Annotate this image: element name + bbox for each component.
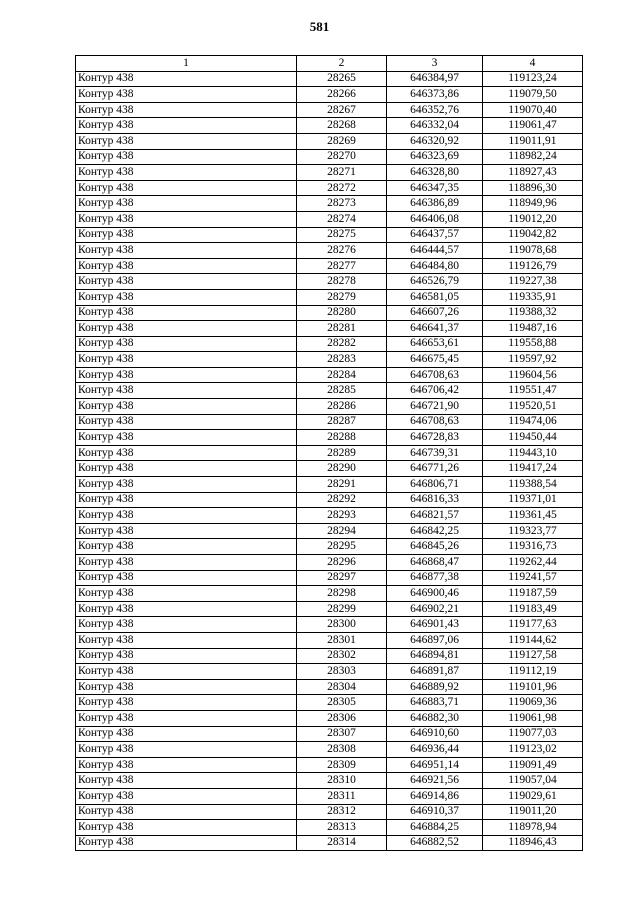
contour-name-cell: Контур 438 [76, 539, 297, 555]
contour-name-cell: Контур 438 [76, 492, 297, 508]
table-row [76, 118, 583, 134]
y-coordinate-cell: 119597,92 [483, 352, 583, 368]
contour-name-cell: Контур 438 [76, 243, 297, 259]
x-coordinate-cell: 646936,44 [387, 742, 483, 758]
contour-name-cell: Контур 438 [76, 321, 297, 337]
point-number-cell: 28288 [297, 430, 387, 446]
table-row [76, 196, 583, 212]
point-number-cell: 28313 [297, 820, 387, 836]
point-number-cell: 28266 [297, 87, 387, 103]
x-coordinate-cell: 646675,45 [387, 352, 483, 368]
x-coordinate-cell: 646900,46 [387, 586, 483, 602]
x-coordinate-cell: 646914,86 [387, 788, 483, 804]
contour-name-cell: Контур 438 [76, 87, 297, 103]
table-row [76, 180, 583, 196]
x-coordinate-cell: 646386,89 [387, 196, 483, 212]
y-coordinate-cell: 118982,24 [483, 149, 583, 165]
x-coordinate-cell: 646328,80 [387, 165, 483, 181]
x-coordinate-cell: 646708,63 [387, 367, 483, 383]
point-number-cell: 28299 [297, 601, 387, 617]
table-row [76, 336, 583, 352]
y-coordinate-cell: 119450,44 [483, 430, 583, 446]
y-coordinate-cell: 119057,04 [483, 773, 583, 789]
table-row [76, 321, 583, 337]
contour-name-cell: Контур 438 [76, 664, 297, 680]
point-number-cell: 28294 [297, 523, 387, 539]
x-coordinate-cell: 646641,37 [387, 321, 483, 337]
contour-name-cell: Контур 438 [76, 71, 297, 87]
table-row [76, 399, 583, 415]
y-coordinate-cell: 119061,47 [483, 118, 583, 134]
page-number: 581 [309, 19, 330, 34]
y-coordinate-cell: 119417,24 [483, 461, 583, 477]
point-number-cell: 28290 [297, 461, 387, 477]
contour-name-cell: Контур 438 [76, 757, 297, 773]
point-number-cell: 28269 [297, 133, 387, 149]
x-coordinate-cell: 646901,43 [387, 617, 483, 633]
point-number-cell: 28265 [297, 71, 387, 87]
y-coordinate-cell: 118978,94 [483, 820, 583, 836]
point-number-cell: 28276 [297, 243, 387, 259]
contour-name-cell: Контур 438 [76, 118, 297, 134]
point-number-cell: 28301 [297, 632, 387, 648]
y-coordinate-cell: 119227,38 [483, 274, 583, 290]
point-number-cell: 28307 [297, 726, 387, 742]
table-row [76, 804, 583, 820]
table-row [76, 523, 583, 539]
contour-name-cell: Контур 438 [76, 399, 297, 415]
table-row [76, 430, 583, 446]
x-coordinate-cell: 646653,61 [387, 336, 483, 352]
point-number-cell: 28300 [297, 617, 387, 633]
y-coordinate-cell: 119061,98 [483, 710, 583, 726]
table-row [76, 617, 583, 633]
x-coordinate-cell: 646868,47 [387, 555, 483, 571]
contour-name-cell: Контур 438 [76, 211, 297, 227]
contour-name-cell: Контур 438 [76, 820, 297, 836]
point-number-cell: 28305 [297, 695, 387, 711]
y-coordinate-cell: 119123,24 [483, 71, 583, 87]
point-number-cell: 28311 [297, 788, 387, 804]
contour-name-cell: Контур 438 [76, 196, 297, 212]
y-coordinate-cell: 119388,32 [483, 305, 583, 321]
y-coordinate-cell: 119177,63 [483, 617, 583, 633]
contour-name-cell: Контур 438 [76, 289, 297, 305]
point-number-cell: 28281 [297, 321, 387, 337]
x-coordinate-cell: 646320,92 [387, 133, 483, 149]
x-coordinate-cell: 646373,86 [387, 87, 483, 103]
x-coordinate-cell: 646437,57 [387, 227, 483, 243]
point-number-cell: 28296 [297, 555, 387, 571]
contour-name-cell: Контур 438 [76, 445, 297, 461]
y-coordinate-cell: 119069,36 [483, 695, 583, 711]
x-coordinate-cell: 646806,71 [387, 477, 483, 493]
contour-name-cell: Контур 438 [76, 555, 297, 571]
point-number-cell: 28289 [297, 445, 387, 461]
table-row [76, 87, 583, 103]
column-header-1: 1 [76, 56, 297, 72]
y-coordinate-cell: 119262,44 [483, 555, 583, 571]
x-coordinate-cell: 646816,33 [387, 492, 483, 508]
contour-name-cell: Контур 438 [76, 477, 297, 493]
point-number-cell: 28268 [297, 118, 387, 134]
contour-name-cell: Контур 438 [76, 742, 297, 758]
x-coordinate-cell: 646771,26 [387, 461, 483, 477]
point-number-cell: 28271 [297, 165, 387, 181]
contour-name-cell: Контур 438 [76, 586, 297, 602]
x-coordinate-cell: 646821,57 [387, 508, 483, 524]
y-coordinate-cell: 118949,96 [483, 196, 583, 212]
y-coordinate-cell: 119101,96 [483, 679, 583, 695]
x-coordinate-cell: 646882,30 [387, 710, 483, 726]
y-coordinate-cell: 118896,30 [483, 180, 583, 196]
contour-name-cell: Контур 438 [76, 102, 297, 118]
table-row [76, 477, 583, 493]
x-coordinate-cell: 646894,81 [387, 648, 483, 664]
contour-name-cell: Контур 438 [76, 695, 297, 711]
x-coordinate-cell: 646889,92 [387, 679, 483, 695]
table-row [76, 211, 583, 227]
y-coordinate-cell: 118927,43 [483, 165, 583, 181]
point-number-cell: 28280 [297, 305, 387, 321]
point-number-cell: 28312 [297, 804, 387, 820]
y-coordinate-cell: 119323,77 [483, 523, 583, 539]
table-row [76, 445, 583, 461]
x-coordinate-cell: 646842,25 [387, 523, 483, 539]
x-coordinate-cell: 646484,80 [387, 258, 483, 274]
point-number-cell: 28303 [297, 664, 387, 680]
contour-name-cell: Контур 438 [76, 648, 297, 664]
point-number-cell: 28297 [297, 570, 387, 586]
contour-name-cell: Контур 438 [76, 632, 297, 648]
table-row [76, 539, 583, 555]
table-row [76, 414, 583, 430]
point-number-cell: 28309 [297, 757, 387, 773]
point-number-cell: 28287 [297, 414, 387, 430]
contour-name-cell: Контур 438 [76, 133, 297, 149]
y-coordinate-cell: 119091,49 [483, 757, 583, 773]
table-row [76, 492, 583, 508]
x-coordinate-cell: 646882,52 [387, 835, 483, 851]
x-coordinate-cell: 646739,31 [387, 445, 483, 461]
table-row [76, 695, 583, 711]
y-coordinate-cell: 119558,88 [483, 336, 583, 352]
table-row [76, 835, 583, 851]
x-coordinate-cell: 646526,79 [387, 274, 483, 290]
table-row [76, 227, 583, 243]
point-number-cell: 28292 [297, 492, 387, 508]
x-coordinate-cell: 646883,71 [387, 695, 483, 711]
x-coordinate-cell: 646897,06 [387, 632, 483, 648]
x-coordinate-cell: 646921,56 [387, 773, 483, 789]
contour-name-cell: Контур 438 [76, 523, 297, 539]
table-row [76, 352, 583, 368]
x-coordinate-cell: 646352,76 [387, 102, 483, 118]
contour-name-cell: Контур 438 [76, 617, 297, 633]
table-row [76, 367, 583, 383]
contour-name-cell: Контур 438 [76, 835, 297, 851]
table-row [76, 664, 583, 680]
table-row [76, 165, 583, 181]
x-coordinate-cell: 646347,35 [387, 180, 483, 196]
contour-name-cell: Контур 438 [76, 336, 297, 352]
contour-name-cell: Контур 438 [76, 383, 297, 399]
x-coordinate-cell: 646323,69 [387, 149, 483, 165]
table-row [76, 243, 583, 259]
point-number-cell: 28275 [297, 227, 387, 243]
contour-name-cell: Контур 438 [76, 570, 297, 586]
y-coordinate-cell: 119144,62 [483, 632, 583, 648]
table-row [76, 757, 583, 773]
x-coordinate-cell: 646884,25 [387, 820, 483, 836]
contour-name-cell: Контур 438 [76, 258, 297, 274]
x-coordinate-cell: 646708,63 [387, 414, 483, 430]
contour-name-cell: Контур 438 [76, 227, 297, 243]
y-coordinate-cell: 119335,91 [483, 289, 583, 305]
y-coordinate-cell: 119241,57 [483, 570, 583, 586]
y-coordinate-cell: 119487,16 [483, 321, 583, 337]
table-row [76, 289, 583, 305]
table-row [76, 508, 583, 524]
table-row [76, 773, 583, 789]
table-row [76, 601, 583, 617]
contour-name-cell: Контур 438 [76, 430, 297, 446]
column-header-2: 2 [297, 56, 387, 72]
table-row [76, 788, 583, 804]
point-number-cell: 28272 [297, 180, 387, 196]
point-number-cell: 28308 [297, 742, 387, 758]
table-row [76, 726, 583, 742]
table-row [76, 820, 583, 836]
x-coordinate-cell: 646444,57 [387, 243, 483, 259]
x-coordinate-cell: 646332,04 [387, 118, 483, 134]
contour-name-cell: Контур 438 [76, 679, 297, 695]
point-number-cell: 28293 [297, 508, 387, 524]
y-coordinate-cell: 118946,43 [483, 835, 583, 851]
point-number-cell: 28279 [297, 289, 387, 305]
table-header-row [76, 56, 583, 72]
x-coordinate-cell: 646607,26 [387, 305, 483, 321]
contour-name-cell: Контур 438 [76, 710, 297, 726]
y-coordinate-cell: 119112,19 [483, 664, 583, 680]
point-number-cell: 28314 [297, 835, 387, 851]
y-coordinate-cell: 119042,82 [483, 227, 583, 243]
point-number-cell: 28295 [297, 539, 387, 555]
x-coordinate-cell: 646902,21 [387, 601, 483, 617]
y-coordinate-cell: 119126,79 [483, 258, 583, 274]
x-coordinate-cell: 646706,42 [387, 383, 483, 399]
point-number-cell: 28304 [297, 679, 387, 695]
contour-name-cell: Контур 438 [76, 274, 297, 290]
y-coordinate-cell: 119604,56 [483, 367, 583, 383]
y-coordinate-cell: 119361,45 [483, 508, 583, 524]
table-row [76, 71, 583, 87]
y-coordinate-cell: 119316,73 [483, 539, 583, 555]
column-header-3: 3 [387, 56, 483, 72]
x-coordinate-cell: 646728,83 [387, 430, 483, 446]
y-coordinate-cell: 119551,47 [483, 383, 583, 399]
y-coordinate-cell: 119012,20 [483, 211, 583, 227]
y-coordinate-cell: 119127,58 [483, 648, 583, 664]
point-number-cell: 28284 [297, 367, 387, 383]
column-header-4: 4 [483, 56, 583, 72]
contour-name-cell: Контур 438 [76, 788, 297, 804]
x-coordinate-cell: 646845,26 [387, 539, 483, 555]
y-coordinate-cell: 119183,49 [483, 601, 583, 617]
contour-name-cell: Контур 438 [76, 165, 297, 181]
point-number-cell: 28283 [297, 352, 387, 368]
table-row [76, 102, 583, 118]
y-coordinate-cell: 119187,59 [483, 586, 583, 602]
point-number-cell: 28291 [297, 477, 387, 493]
x-coordinate-cell: 646721,90 [387, 399, 483, 415]
point-number-cell: 28267 [297, 102, 387, 118]
y-coordinate-cell: 119079,50 [483, 87, 583, 103]
y-coordinate-cell: 119029,61 [483, 788, 583, 804]
y-coordinate-cell: 119011,91 [483, 133, 583, 149]
table-row [76, 632, 583, 648]
contour-name-cell: Контур 438 [76, 726, 297, 742]
y-coordinate-cell: 119371,01 [483, 492, 583, 508]
coordinates-table-body [76, 56, 583, 851]
y-coordinate-cell: 119123,02 [483, 742, 583, 758]
contour-name-cell: Контур 438 [76, 601, 297, 617]
y-coordinate-cell: 119077,03 [483, 726, 583, 742]
y-coordinate-cell: 119443,10 [483, 445, 583, 461]
table-row [76, 383, 583, 399]
y-coordinate-cell: 119388,54 [483, 477, 583, 493]
table-row [76, 570, 583, 586]
y-coordinate-cell: 119078,68 [483, 243, 583, 259]
contour-name-cell: Контур 438 [76, 461, 297, 477]
contour-name-cell: Контур 438 [76, 149, 297, 165]
point-number-cell: 28302 [297, 648, 387, 664]
table-row [76, 133, 583, 149]
x-coordinate-cell: 646581,05 [387, 289, 483, 305]
table-row [76, 149, 583, 165]
contour-name-cell: Контур 438 [76, 508, 297, 524]
x-coordinate-cell: 646406,08 [387, 211, 483, 227]
contour-name-cell: Контур 438 [76, 414, 297, 430]
contour-name-cell: Контур 438 [76, 352, 297, 368]
table-row [76, 679, 583, 695]
point-number-cell: 28273 [297, 196, 387, 212]
contour-name-cell: Контур 438 [76, 367, 297, 383]
x-coordinate-cell: 646910,37 [387, 804, 483, 820]
y-coordinate-cell: 119070,40 [483, 102, 583, 118]
x-coordinate-cell: 646384,97 [387, 71, 483, 87]
table-row [76, 555, 583, 571]
y-coordinate-cell: 119520,51 [483, 399, 583, 415]
table-row [76, 258, 583, 274]
point-number-cell: 28298 [297, 586, 387, 602]
point-number-cell: 28278 [297, 274, 387, 290]
coordinates-table [75, 55, 583, 851]
contour-name-cell: Контур 438 [76, 804, 297, 820]
contour-name-cell: Контур 438 [76, 305, 297, 321]
table-row [76, 710, 583, 726]
x-coordinate-cell: 646951,14 [387, 757, 483, 773]
x-coordinate-cell: 646910,60 [387, 726, 483, 742]
point-number-cell: 28310 [297, 773, 387, 789]
point-number-cell: 28286 [297, 399, 387, 415]
table-row [76, 461, 583, 477]
x-coordinate-cell: 646891,87 [387, 664, 483, 680]
point-number-cell: 28277 [297, 258, 387, 274]
point-number-cell: 28285 [297, 383, 387, 399]
table-row [76, 274, 583, 290]
y-coordinate-cell: 119011,20 [483, 804, 583, 820]
point-number-cell: 28282 [297, 336, 387, 352]
point-number-cell: 28270 [297, 149, 387, 165]
table-row [76, 742, 583, 758]
table-row [76, 305, 583, 321]
point-number-cell: 28306 [297, 710, 387, 726]
x-coordinate-cell: 646877,38 [387, 570, 483, 586]
y-coordinate-cell: 119474,06 [483, 414, 583, 430]
point-number-cell: 28274 [297, 211, 387, 227]
table-row [76, 648, 583, 664]
contour-name-cell: Контур 438 [76, 180, 297, 196]
contour-name-cell: Контур 438 [76, 773, 297, 789]
table-row [76, 586, 583, 602]
